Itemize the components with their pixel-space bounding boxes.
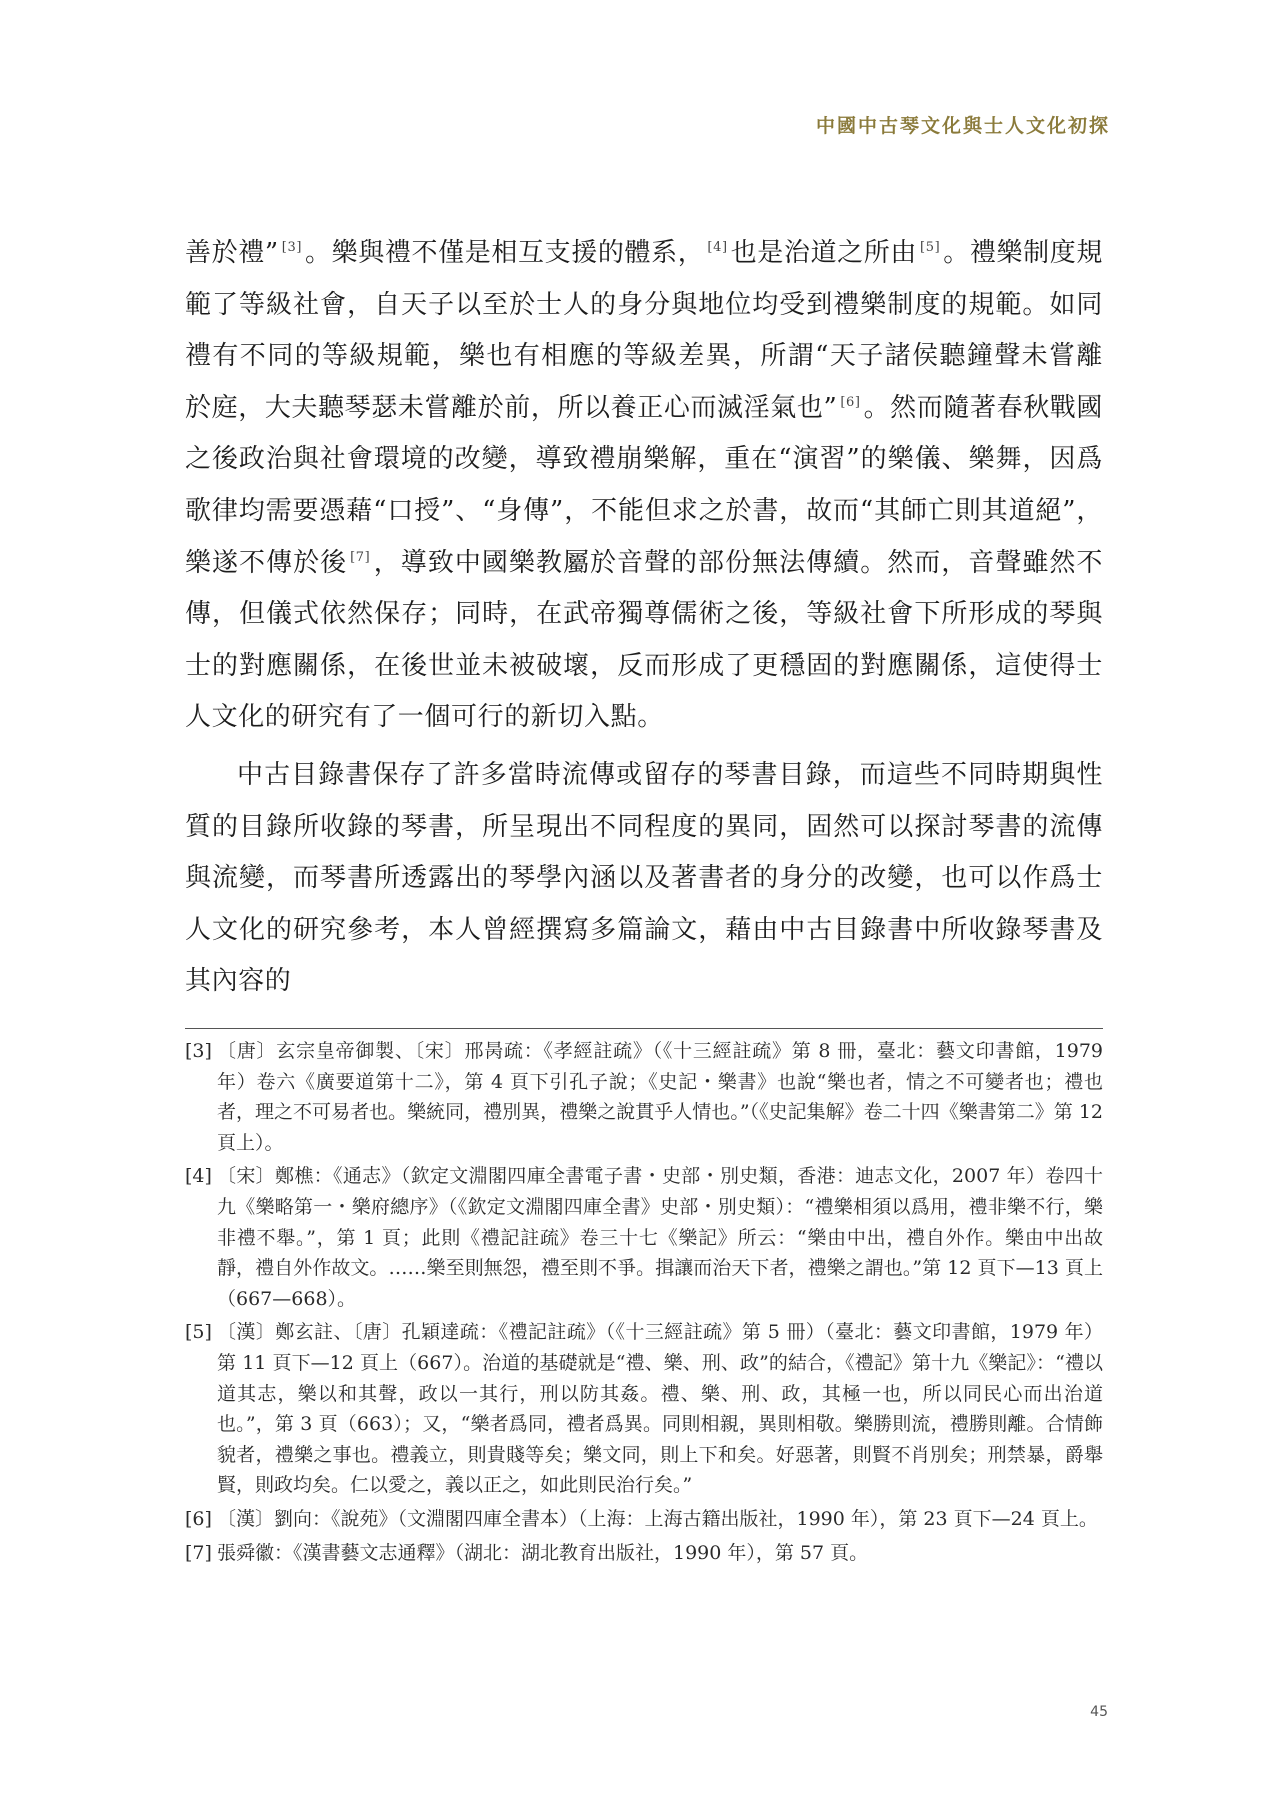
footnote-6 [185, 1504, 1103, 1535]
footnote-text: 〔漢〕劉向：《說苑》（文淵閣四庫全書本）（上海：上海古籍出版社，1990 年），第 23 頁下—24 頁上。 [217, 1507, 1098, 1530]
footnote-divider [185, 1028, 1103, 1029]
footnote-3 [185, 1036, 1103, 1158]
paragraph-1-text-c: 也是治道之所由 [730, 238, 918, 268]
footnote-ref-7[interactable]: [7] [350, 549, 371, 565]
paragraph-2: 中古目錄書保存了許多當時流傳或留存的琴書目錄，而這些不同時期與性質的目錄所收錄的琴書，所呈現出不同程度的異同，固然可以探討琴書的流傳與流變，而琴書所透露出的琴學內涵以及著書者的身分的改變，也可以作爲士人文化的研究參考，本人曾經撰寫多篇論文，藉由中古目錄書中所收錄琴書及其內容的 [185, 759, 1103, 997]
footnote-ref-4[interactable]: [4] [707, 240, 728, 256]
footnote-4 [185, 1161, 1103, 1314]
footnote-text: 〔唐〕玄宗皇帝御製、〔宋〕邢昺疏：《孝經註疏》（《十三經註疏》第 8 冊，臺北：藝文印書館，1979 年）卷六《廣要道第十二》，第 4 頁下引孔子說；《史記・樂書》也說“樂也者，情之不可變者也；禮也者，理之不可易者也。樂統同，禮別異，禮樂之說貫乎人情也。”（《史記集解》卷二十四《樂書第二》第 12 頁上）。 [217, 1040, 1103, 1154]
footnote-ref-3[interactable]: [3] [281, 240, 302, 256]
footnote-number: [4] [185, 1165, 212, 1188]
footnote-text: 〔宋〕鄭樵：《通志》（欽定文淵閣四庫全書電子書・史部・別史類，香港：迪志文化，2007 年）卷四十九《樂略第一・樂府總序》（《欽定文淵閣四庫全書》史部・別史類）：“禮樂相須以爲用，禮非樂不行，樂非禮不舉。”，第 1 頁；此則《禮記註疏》卷三十七《樂記》所云：“樂由中出，禮自外作。樂由中出故靜，禮自外作故文。……樂至則無怨，禮至則不爭。揖讓而治天下者，禮樂之謂也。”第 12 頁下—13 頁上（667—668）。 [217, 1165, 1103, 1310]
footnote-number: [7] [185, 1541, 212, 1564]
body-text [185, 228, 1103, 1008]
footnotes [185, 1036, 1103, 1571]
footnote-number: [5] [185, 1321, 212, 1344]
footnote-ref-6[interactable]: [6] [840, 395, 861, 411]
paragraph-1-text-e: 。然而隨著春秋戰國之後政治與社會環境的改變，導致禮崩樂解，重在“演習”的樂儀、樂舞，因爲歌律均需要憑藉“口授”、“身傳”，不能但求之於書，故而“其師亡則其道絕”，樂遂不傳於後 [185, 392, 1103, 578]
footnote-number: [6] [185, 1507, 212, 1530]
paragraph-1-text-a: 善於禮” [185, 238, 279, 268]
footnote-text: 〔漢〕鄭玄註、〔唐〕孔穎達疏：《禮記註疏》（《十三經註疏》第 5 冊）（臺北：藝文印書館，1979 年）第 11 頁下—12 頁上（667）。治道的基礎就是“禮、樂、刑、政”的結合，《禮記》第十九《樂記》：“禮以道其志，樂以和其聲，政以一其行，刑以防其姦。禮、樂、刑、政，其極一也，所以同民心而出治道也。”，第 3 頁（663）；又，“樂者爲同，禮者爲異。同則相親，異則相敬。樂勝則流，禮勝則離。合情飾貌者，禮樂之事也。禮義立，則貴賤等矣；樂文同，則上下和矣。好惡著，則賢不肖別矣；刑禁暴，爵舉賢，則政均矣。仁以愛之，義以正之，如此則民治行矣。” [217, 1321, 1103, 1497]
paragraph-1-text-b: 。樂與禮不僅是相互支援的體系， [305, 238, 705, 268]
paragraph-1-text-d: 。禮樂制度規範了等級社會，自天子以至於士人的身分與地位均受到禮樂制度的規範。如同禮有不同的等級規範，樂也有相應的等級差異，所謂“天子諸侯聽鐘聲未嘗離於庭，大夫聽琴瑟未嘗離於前，所以養正心而滅淫氣也” [185, 238, 1103, 423]
paragraph-1-text-f: ，導致中國樂教屬於音聲的部份無法傳續。然而，音聲雖然不傳，但儀式依然保存；同時，在武帝獨尊儒術之後，等級社會下所形成的琴與士的對應關係，在後世並未被破壞，反而形成了更穩固的對應關係，這使得士人文化的研究有了一個可行的新切入點。 [185, 547, 1103, 733]
page-number: 45 [1090, 1704, 1108, 1720]
paragraph-1 [185, 228, 1103, 744]
running-head: 中國中古琴文化與士人文化初探 [815, 115, 1110, 137]
footnote-text: 張舜徽：《漢書藝文志通釋》（湖北：湖北教育出版社，1990 年），第 57 頁。 [217, 1541, 869, 1564]
footnote-7 [185, 1538, 1103, 1569]
footnote-number: [3] [185, 1040, 212, 1062]
footnote-ref-5[interactable]: [5] [920, 240, 941, 256]
footnote-5 [185, 1317, 1103, 1501]
